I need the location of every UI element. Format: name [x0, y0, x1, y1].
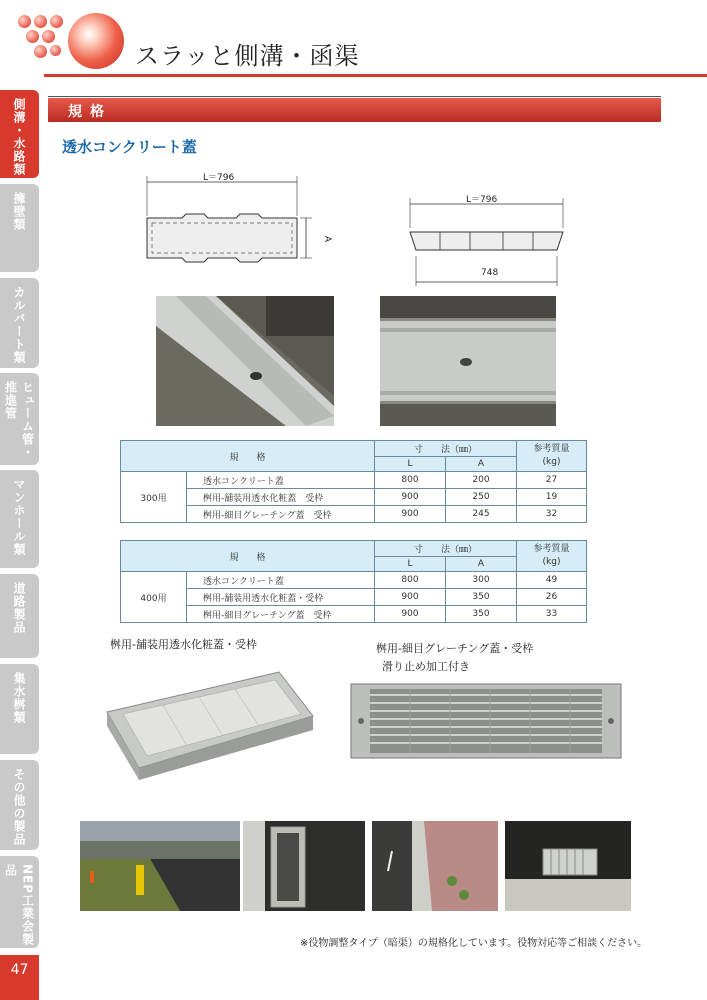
caption-grating-lid: 桝用-細目グレーチング蓋・受枠 [376, 642, 534, 655]
header-weight-unit: (kg) [542, 557, 561, 567]
row-A: 350 [446, 589, 517, 606]
page-number: 47 [10, 962, 29, 978]
header-spec: 規 格 [121, 541, 375, 572]
table-row [121, 606, 587, 623]
sidebar-item-label: NEP工業会製品 [3, 864, 35, 947]
sidebar-item-other-products[interactable] [0, 760, 39, 850]
header-weight-label: 参考質量 [533, 544, 570, 555]
caption-grating-note: 滑り止め加工付き [382, 660, 470, 673]
logo-dot [50, 15, 63, 28]
logo-dot [26, 30, 39, 43]
header-weight [517, 541, 587, 572]
header-weight-unit: (kg) [542, 457, 561, 467]
site-photo-road [80, 821, 240, 911]
header-dimensions: 寸 法（㎜） [375, 441, 517, 457]
sidebar-item-label: カルバート類 [12, 286, 26, 364]
sidebar-item-catch-basins[interactable] [0, 664, 39, 754]
group-label: 300用 [121, 472, 187, 523]
row-name: 桝用-舗装用透水化粧蓋 受枠 [187, 489, 375, 506]
spec-table-400 [120, 540, 587, 623]
product-subtitle: 透水コンクリート蓋 [62, 138, 197, 156]
sidebar-item-label: 擁壁類 [12, 192, 26, 231]
row-A: 200 [446, 472, 517, 489]
sidebar-item-manholes[interactable] [0, 470, 39, 568]
spec-table-300 [120, 440, 587, 523]
logo-ball [68, 13, 124, 69]
sidebar-item-label: マンホール類 [12, 478, 26, 556]
row-A: 250 [446, 489, 517, 506]
row-L: 800 [375, 572, 446, 589]
row-A: 245 [446, 506, 517, 523]
table-row [121, 589, 587, 606]
footnote: ※役物調整タイプ（暗渠）の規格化しています。役物対応等ご相談ください。 [300, 938, 648, 949]
row-weight: 32 [517, 506, 587, 523]
header-A: A [446, 457, 517, 472]
header-L: L [375, 557, 446, 572]
sidebar-item-label: その他の製品 [12, 768, 26, 846]
row-name: 透水コンクリート蓋 [187, 472, 375, 489]
logo-dot [34, 45, 47, 58]
header-A: A [446, 557, 517, 572]
sidebar-item-culverts[interactable] [0, 278, 39, 368]
logo-dot [42, 30, 55, 43]
sidebar-item-hume-pipes[interactable] [0, 373, 39, 465]
sidebar-item-label: 側溝・水路類 [12, 98, 26, 176]
table-row [121, 472, 587, 489]
row-name: 桝用-舗装用透水化粧蓋・受枠 [187, 589, 375, 606]
row-weight: 27 [517, 472, 587, 489]
table-row [121, 572, 587, 589]
logo-dot [50, 45, 61, 56]
row-A: 300 [446, 572, 517, 589]
logo-dot [34, 15, 47, 28]
row-name: 桝用-細目グレーチング蓋 受枠 [187, 506, 375, 523]
section-bar-rule [48, 96, 661, 97]
row-L: 900 [375, 589, 446, 606]
front-view-bottom-dim: 748 [481, 268, 499, 278]
site-photo-close-up [505, 821, 631, 911]
section-label: 規格 [68, 104, 112, 120]
row-weight: 33 [517, 606, 587, 623]
row-name: 桝用-細目グレーチング蓋 受枠 [187, 606, 375, 623]
sidebar-item-label: ヒューム管・推進管 [3, 381, 35, 459]
top-view-dim: L＝796 [203, 173, 235, 183]
row-L: 900 [375, 606, 446, 623]
row-weight: 26 [517, 589, 587, 606]
sidebar-item-gutters[interactable] [0, 90, 39, 178]
sidebar-item-road-products[interactable] [0, 574, 39, 658]
table-row [121, 506, 587, 523]
header-weight [517, 441, 587, 472]
header-weight-label: 参考質量 [533, 444, 570, 455]
row-L: 900 [375, 506, 446, 523]
caption-perforated-lid: 桝用-舗装用透水化粧蓋・受枠 [110, 638, 257, 651]
site-photo-sidewalk [372, 821, 498, 911]
table-row [121, 489, 587, 506]
logo-dot [18, 15, 31, 28]
sidebar-item-label: 集水桝類 [12, 672, 26, 724]
installed-lid-photo-1 [156, 296, 334, 426]
group-label: 400用 [121, 572, 187, 623]
header-dimensions: 寸 法（㎜） [375, 541, 517, 557]
title-rule [44, 74, 707, 77]
sidebar-item-label: 道路製品 [12, 582, 26, 634]
top-view-side-dim: A [322, 235, 333, 243]
row-weight: 19 [517, 489, 587, 506]
site-photo-grating [243, 821, 365, 911]
row-weight: 49 [517, 572, 587, 589]
top-view-drawing [130, 166, 350, 266]
grating-lid-product-image [350, 683, 622, 759]
header-L: L [375, 457, 446, 472]
page-title: スラッと側溝・函渠 [135, 42, 360, 70]
sidebar-item-nep-products[interactable] [0, 856, 39, 948]
front-view-top-dim: L＝796 [466, 195, 498, 205]
row-L: 900 [375, 489, 446, 506]
section-bar [48, 98, 661, 122]
perforated-lid-product-image [103, 668, 315, 780]
row-L: 800 [375, 472, 446, 489]
row-A: 350 [446, 606, 517, 623]
installed-lid-photo-2 [380, 296, 556, 426]
header-spec: 規 格 [121, 441, 375, 472]
row-name: 透水コンクリート蓋 [187, 572, 375, 589]
sidebar-item-retaining-walls[interactable] [0, 184, 39, 272]
